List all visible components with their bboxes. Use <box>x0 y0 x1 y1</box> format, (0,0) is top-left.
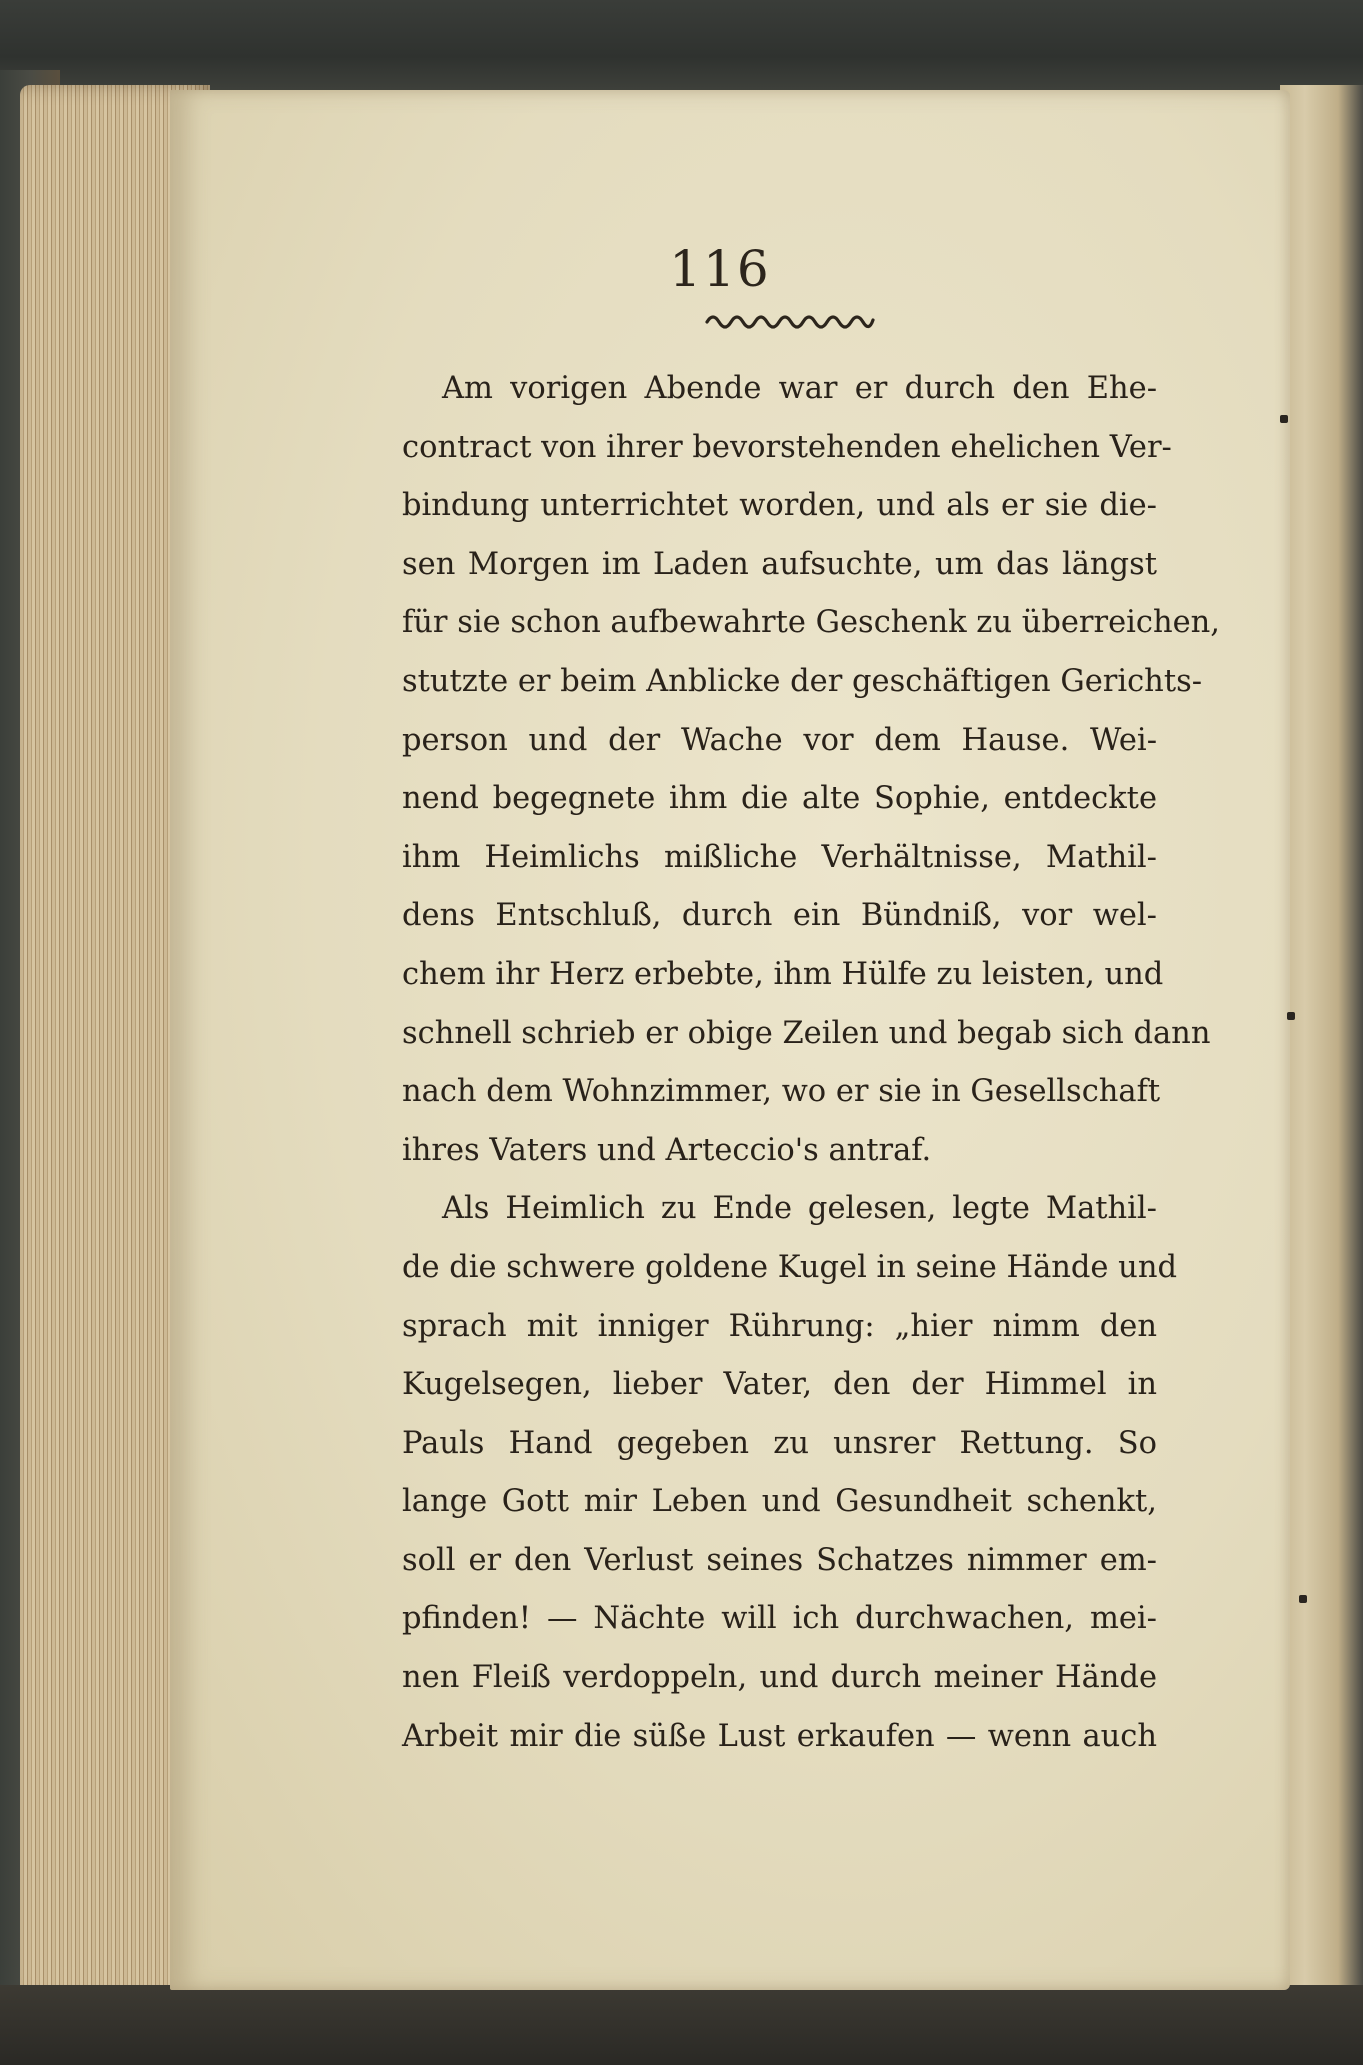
book-cover-bottom <box>0 1985 1363 2065</box>
text-line: pfinden! — Nächte will ich durchwachen, mei- <box>402 1601 1157 1637</box>
text-line: soll er den Verlust seines Schatzes nimmer em- <box>402 1542 1157 1578</box>
text-line: Als Heimlich zu Ende gelesen, legte Mathil- <box>442 1191 1157 1227</box>
text-line: sprach mit inniger Rührung: „hier nimm den <box>402 1308 1157 1344</box>
text-line: schnell schrieb er obige Zeilen und begab sich dann <box>402 1015 1211 1051</box>
margin-mark <box>1287 1012 1295 1020</box>
text-line: Am vorigen Abende war er durch den Ehe- <box>442 371 1157 406</box>
paragraph-1 <box>402 360 1221 1180</box>
margin-mark <box>1299 1595 1307 1603</box>
text-line: de die schwere goldene Kugel in seine Hände und <box>402 1249 1177 1285</box>
text-line: ihm Heimlichs mißliche Verhältnisse, Mathil- <box>402 839 1157 875</box>
body-text <box>402 360 1221 1766</box>
book-cover-top <box>0 0 1363 95</box>
text-line: nach dem Wohnzimmer, wo er sie in Gesellschaft <box>402 1074 1161 1110</box>
paragraph-2 <box>402 1180 1177 1766</box>
text-line: ihres Vaters und Arteccio's antraf. <box>402 1132 932 1168</box>
margin-mark <box>1280 415 1288 423</box>
text-line: sen Morgen im Laden aufsuchte, um das längst <box>402 546 1157 582</box>
text-line: contract von ihrer bevorstehenden ehelichen Ver- <box>402 429 1172 465</box>
text-line: Arbeit mir die süße Lust erkaufen — wenn auch <box>402 1718 1157 1754</box>
text-line: Kugelsegen, lieber Vater, den der Himmel in <box>402 1367 1157 1403</box>
text-line: chem ihr Herz erbebte, ihm Hülfe zu leisten, und <box>402 956 1164 992</box>
text-line: Pauls Hand gegeben zu unsrer Rettung. So <box>402 1425 1157 1461</box>
text-line: stutzte er beim Anblicke der geschäftigen Gerichts- <box>402 663 1203 699</box>
book-page <box>170 90 1290 1990</box>
text-line: person und der Wache vor dem Hause. Wei- <box>402 722 1157 758</box>
page-number: 116 <box>669 240 771 298</box>
text-line: lange Gott mir Leben und Gesundheit schenkt, <box>402 1484 1157 1520</box>
text-line: für sie schon aufbewahrte Geschenk zu überreichen, <box>402 605 1221 641</box>
text-line: nend begegnete ihm die alte Sophie, entdeckte <box>402 781 1157 817</box>
book-cover-right <box>1280 85 1363 1995</box>
wavy-rule-ornament-icon <box>705 308 875 330</box>
text-line: dens Entschluß, durch ein Bündniß, vor wel- <box>402 898 1157 934</box>
text-line: nen Fleiß verdoppeln, und durch meiner Hände <box>402 1660 1157 1696</box>
text-line: bindung unterrichtet worden, und als er sie die- <box>402 488 1157 524</box>
